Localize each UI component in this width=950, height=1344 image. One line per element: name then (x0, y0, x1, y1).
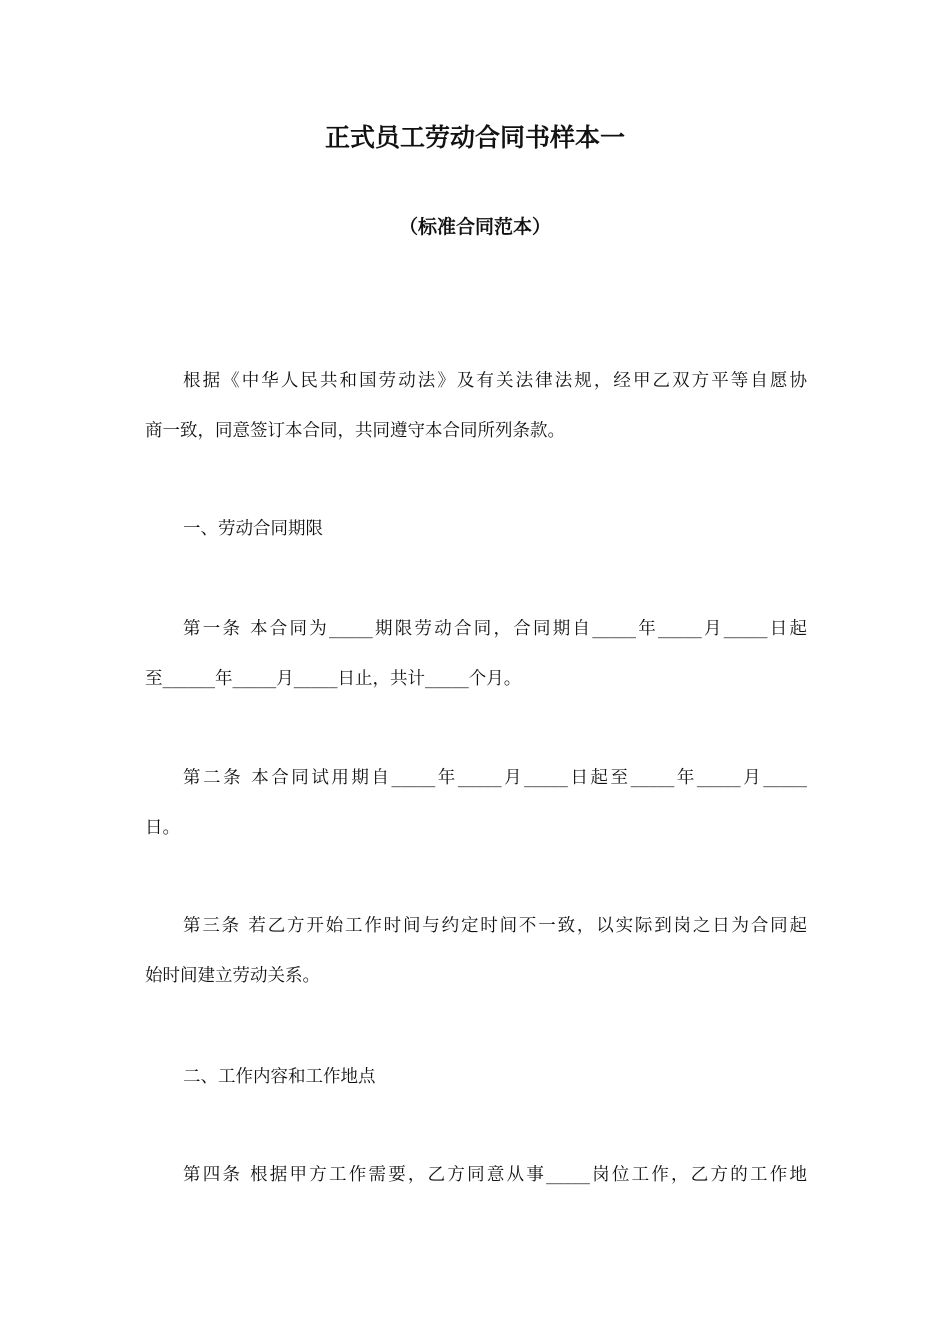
article-3-line-2: 始时间建立劳动关系。 (145, 966, 320, 986)
preamble-line-1: 根据《中华人民共和国劳动法》及有关法律法规，经甲乙双方平等自愿协 (183, 371, 807, 391)
document-subtitle: （标准合同范本） (398, 216, 551, 238)
section-heading-1: 一、劳动合同期限 (183, 519, 323, 539)
article-2-line-2: 日。 (145, 818, 180, 838)
section-heading-2: 二、工作内容和工作地点 (183, 1067, 376, 1087)
document-title: 正式员工劳动合同书样本一 (324, 123, 625, 152)
article-2-line-1: 第二条 本合同试用期自_____年_____月_____日起至_____年_____月_____ (183, 768, 807, 788)
article-1-line-1: 第一条 本合同为_____期限劳动合同，合同期自_____年_____月_____日起 (183, 619, 807, 639)
article-3-line-1: 第三条 若乙方开始工作时间与约定时间不一致，以实际到岗之日为合同起 (183, 916, 807, 936)
article-4-line-1: 第四条 根据甲方工作需要，乙方同意从事_____岗位工作，乙方的工作地 (183, 1165, 807, 1185)
preamble-line-2: 商一致，同意签订本合同，共同遵守本合同所列条款。 (145, 421, 565, 441)
article-1-line-2: 至______年_____月_____日止，共计_____个月。 (145, 669, 522, 689)
